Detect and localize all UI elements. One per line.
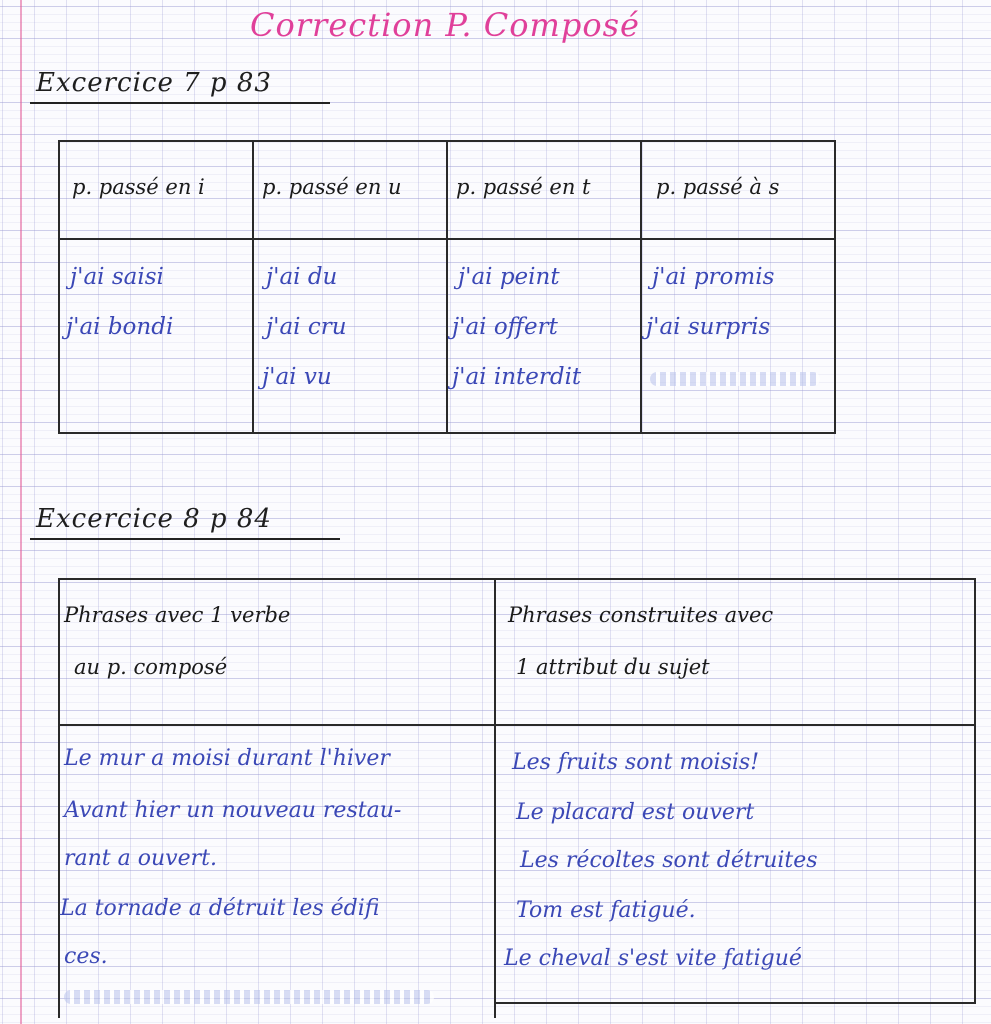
table8-header-divider [58, 724, 976, 726]
table8-col-border [494, 578, 496, 1018]
table7-cell: j'ai offert [452, 314, 558, 340]
correction-fluid-mark [64, 990, 434, 1004]
table7-cell: j'ai vu [262, 364, 332, 390]
table7-header-cell: p. passé en i [72, 175, 205, 199]
table7-col-border [834, 140, 836, 434]
page-title: Correction P. Composé [250, 6, 640, 44]
table8-bottom-border [494, 1002, 976, 1004]
table8-right-line: Le cheval s'est vite fatigué [504, 946, 802, 971]
table7-header-cell: p. passé à s [656, 175, 780, 199]
table8-right-line: Les récoltes sont détruites [520, 848, 818, 873]
exercise-7-underline [30, 102, 330, 104]
table8-right-line: Le placard est ouvert [516, 800, 755, 825]
table7-col-border [58, 140, 60, 434]
exercise-8-heading: Excercice 8 p 84 [36, 504, 272, 534]
table7-cell: j'ai du [266, 264, 338, 290]
table8-header-line: Phrases avec 1 verbe [64, 603, 291, 627]
table8-left-line: rant a ouvert. [64, 846, 217, 871]
table7-cell: j'ai peint [458, 264, 560, 290]
table8-left-line: La tornade a détruit les édifi [60, 896, 380, 921]
exercise-8-underline [30, 538, 340, 540]
table7-cell: j'ai promis [652, 264, 775, 290]
table8-header-line: 1 attribut du sujet [516, 655, 710, 679]
table7-col-border [640, 140, 642, 434]
table7-header-cell: p. passé en u [262, 175, 402, 199]
table8-left-line: ces. [64, 944, 108, 969]
table7-col-border [446, 140, 448, 434]
table7-cell: j'ai cru [266, 314, 347, 340]
table8-col-border [58, 578, 60, 1018]
table8-right-line: Les fruits sont moisis! [512, 750, 760, 775]
table8-top-border [58, 578, 976, 580]
table8-col-border [974, 578, 976, 1004]
table7-cell: j'ai bondi [66, 314, 174, 340]
table7-cell: j'ai saisi [70, 264, 164, 290]
table8-header-line: au p. composé [74, 655, 228, 679]
table8-left-line: Le mur a moisi durant l'hiver [64, 746, 390, 771]
table7-col-border [252, 140, 254, 434]
table8-header-line: Phrases construites avec [508, 603, 774, 627]
table7-header-cell: p. passé en t [456, 175, 591, 199]
correction-fluid-mark [650, 372, 820, 386]
table8-left-line: Avant hier un nouveau restau- [64, 798, 402, 823]
table8-right-line: Tom est fatigué. [516, 898, 696, 923]
table7-cell: j'ai interdit [452, 364, 582, 390]
table7-cell: j'ai surpris [646, 314, 771, 340]
exercise-7-heading: Excercice 7 p 83 [36, 68, 272, 98]
